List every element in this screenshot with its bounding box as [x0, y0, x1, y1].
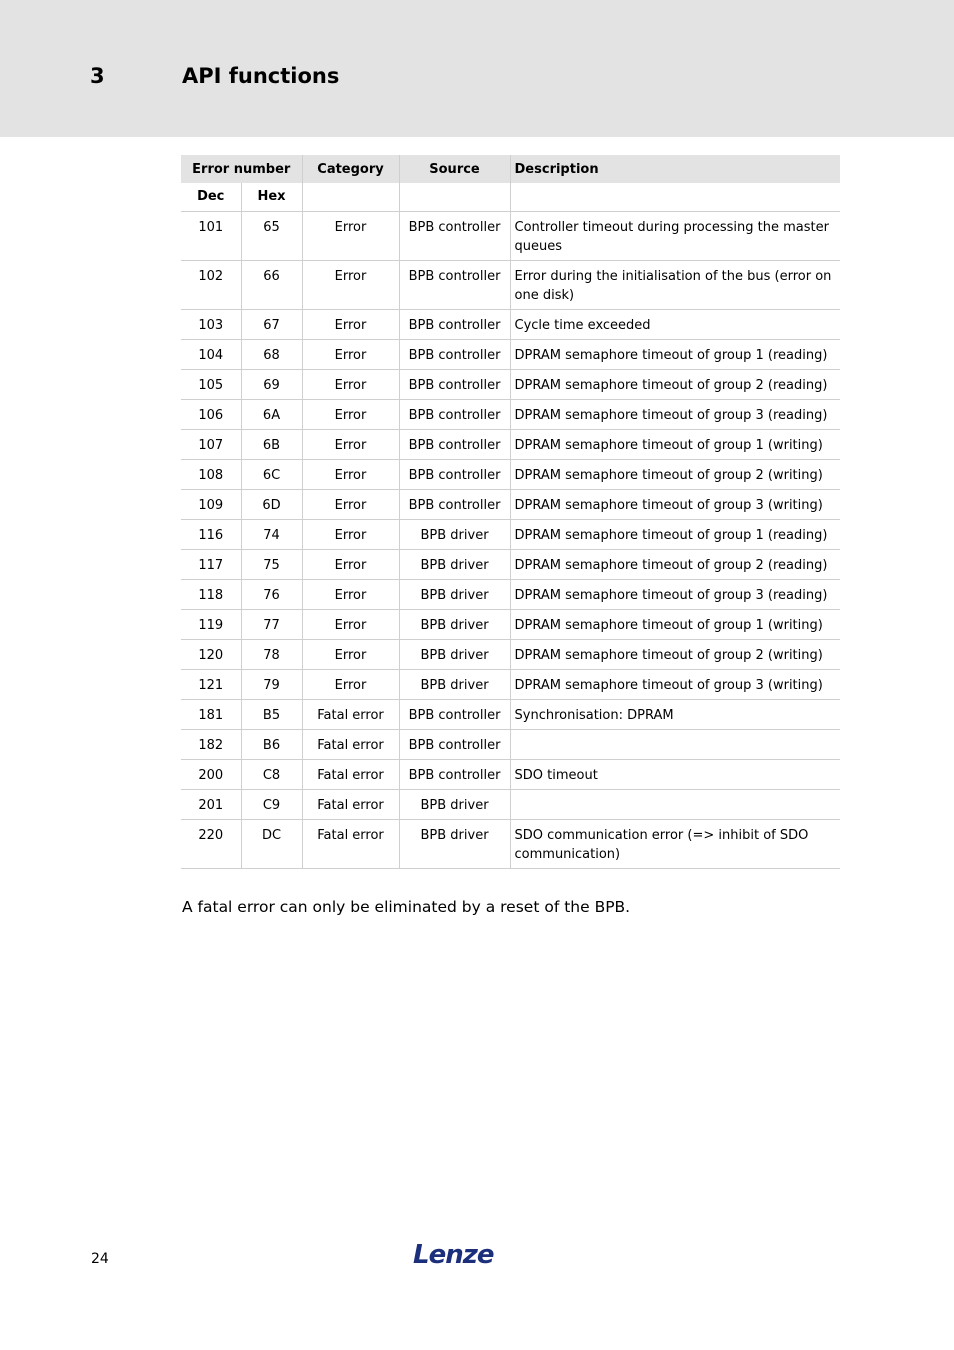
cell-category: Fatal error [302, 699, 399, 729]
cell-dec: 201 [181, 789, 241, 819]
table-row [181, 369, 840, 399]
table-row [181, 699, 840, 729]
cell-description: DPRAM semaphore timeout of group 1 (reading) [510, 519, 840, 549]
error-table [181, 155, 840, 869]
cell-description [510, 729, 840, 759]
cell-hex: 65 [241, 211, 302, 260]
cell-description: DPRAM semaphore timeout of group 2 (writing) [510, 459, 840, 489]
cell-hex: 6A [241, 399, 302, 429]
cell-category: Error [302, 519, 399, 549]
cell-source: BPB controller [399, 489, 510, 519]
cell-category: Error [302, 549, 399, 579]
cell-dec: 109 [181, 489, 241, 519]
cell-category: Error [302, 609, 399, 639]
table-row [181, 309, 840, 339]
cell-hex: DC [241, 819, 302, 868]
table-row [181, 759, 840, 789]
header-blank [399, 183, 510, 211]
cell-source: BPB controller [399, 759, 510, 789]
cell-source: BPB controller [399, 211, 510, 260]
cell-category: Error [302, 669, 399, 699]
cell-dec: 105 [181, 369, 241, 399]
cell-dec: 118 [181, 579, 241, 609]
cell-hex: 6D [241, 489, 302, 519]
table-row [181, 789, 840, 819]
cell-description: DPRAM semaphore timeout of group 3 (reading) [510, 579, 840, 609]
cell-category: Error [302, 579, 399, 609]
cell-description: Controller timeout during processing the master queues [510, 211, 840, 260]
table-row [181, 459, 840, 489]
cell-dec: 117 [181, 549, 241, 579]
error-table-body [181, 211, 840, 868]
cell-description: DPRAM semaphore timeout of group 3 (writing) [510, 669, 840, 699]
cell-dec: 119 [181, 609, 241, 639]
table-row [181, 729, 840, 759]
cell-category: Error [302, 429, 399, 459]
table-row [181, 819, 840, 868]
cell-hex: 75 [241, 549, 302, 579]
cell-description: SDO timeout [510, 759, 840, 789]
cell-source: BPB controller [399, 729, 510, 759]
cell-description: DPRAM semaphore timeout of group 3 (reading) [510, 399, 840, 429]
table-row [181, 211, 840, 260]
cell-source: BPB driver [399, 819, 510, 868]
cell-source: BPB controller [399, 699, 510, 729]
cell-description: DPRAM semaphore timeout of group 2 (reading) [510, 369, 840, 399]
header-blank [302, 183, 399, 211]
cell-dec: 103 [181, 309, 241, 339]
cell-category: Fatal error [302, 759, 399, 789]
cell-source: BPB driver [399, 609, 510, 639]
cell-category: Error [302, 399, 399, 429]
header-hex: Hex [241, 183, 302, 211]
table-row [181, 489, 840, 519]
cell-description: DPRAM semaphore timeout of group 1 (writing) [510, 609, 840, 639]
cell-source: BPB controller [399, 369, 510, 399]
table-row [181, 260, 840, 309]
cell-dec: 116 [181, 519, 241, 549]
cell-dec: 181 [181, 699, 241, 729]
cell-source: BPB driver [399, 579, 510, 609]
cell-dec: 121 [181, 669, 241, 699]
cell-dec: 102 [181, 260, 241, 309]
cell-source: BPB controller [399, 399, 510, 429]
cell-source: BPB controller [399, 429, 510, 459]
cell-description: Error during the initialisation of the bus (error on one disk) [510, 260, 840, 309]
cell-category: Error [302, 489, 399, 519]
cell-hex: 68 [241, 339, 302, 369]
cell-source: BPB driver [399, 669, 510, 699]
cell-dec: 107 [181, 429, 241, 459]
cell-dec: 182 [181, 729, 241, 759]
cell-description: DPRAM semaphore timeout of group 2 (writing) [510, 639, 840, 669]
cell-source: BPB controller [399, 309, 510, 339]
cell-hex: 69 [241, 369, 302, 399]
header-band [0, 0, 954, 137]
table-header-row [181, 155, 840, 183]
cell-description: DPRAM semaphore timeout of group 1 (reading) [510, 339, 840, 369]
cell-category: Error [302, 639, 399, 669]
cell-category: Error [302, 369, 399, 399]
cell-dec: 120 [181, 639, 241, 669]
cell-category: Error [302, 459, 399, 489]
table-row [181, 549, 840, 579]
cell-description: Cycle time exceeded [510, 309, 840, 339]
table-row [181, 669, 840, 699]
cell-dec: 108 [181, 459, 241, 489]
cell-source: BPB driver [399, 519, 510, 549]
cell-dec: 220 [181, 819, 241, 868]
cell-category: Fatal error [302, 789, 399, 819]
table-row [181, 339, 840, 369]
cell-hex: C8 [241, 759, 302, 789]
table-row [181, 579, 840, 609]
cell-category: Error [302, 339, 399, 369]
cell-category: Error [302, 309, 399, 339]
cell-description: DPRAM semaphore timeout of group 2 (reading) [510, 549, 840, 579]
cell-hex: 74 [241, 519, 302, 549]
cell-source: BPB controller [399, 339, 510, 369]
header-blank [510, 183, 840, 211]
cell-source: BPB controller [399, 459, 510, 489]
cell-hex: C9 [241, 789, 302, 819]
cell-description: DPRAM semaphore timeout of group 3 (writing) [510, 489, 840, 519]
chapter-number: 3 [90, 64, 105, 88]
cell-hex: 67 [241, 309, 302, 339]
header-description: Description [510, 155, 840, 183]
page-number: 24 [91, 1251, 109, 1267]
table-row [181, 399, 840, 429]
table-row [181, 639, 840, 669]
cell-hex: 79 [241, 669, 302, 699]
header-category: Category [302, 155, 399, 183]
cell-dec: 101 [181, 211, 241, 260]
cell-hex: 78 [241, 639, 302, 669]
cell-hex: 66 [241, 260, 302, 309]
cell-dec: 200 [181, 759, 241, 789]
cell-hex: 6C [241, 459, 302, 489]
lenze-logo: Lenze [413, 1240, 494, 1270]
cell-hex: 76 [241, 579, 302, 609]
cell-source: BPB driver [399, 789, 510, 819]
cell-source: BPB driver [399, 549, 510, 579]
cell-category: Error [302, 211, 399, 260]
cell-description: SDO communication error (=> inhibit of SDO communication) [510, 819, 840, 868]
cell-hex: 6B [241, 429, 302, 459]
cell-dec: 106 [181, 399, 241, 429]
cell-description: Synchronisation: DPRAM [510, 699, 840, 729]
cell-category: Fatal error [302, 819, 399, 868]
header-source: Source [399, 155, 510, 183]
cell-description [510, 789, 840, 819]
cell-category: Error [302, 260, 399, 309]
cell-hex: B5 [241, 699, 302, 729]
header-dec: Dec [181, 183, 241, 211]
table-row [181, 519, 840, 549]
chapter-title: API functions [182, 64, 340, 88]
table-row [181, 609, 840, 639]
cell-dec: 104 [181, 339, 241, 369]
cell-hex: B6 [241, 729, 302, 759]
cell-source: BPB controller [399, 260, 510, 309]
table-row [181, 429, 840, 459]
table-subheader-row [181, 183, 840, 211]
header-error-number: Error number [181, 155, 302, 183]
cell-source: BPB driver [399, 639, 510, 669]
cell-description: DPRAM semaphore timeout of group 1 (writing) [510, 429, 840, 459]
fatal-error-note: A fatal error can only be eliminated by a reset of the BPB. [182, 898, 631, 916]
cell-category: Fatal error [302, 729, 399, 759]
cell-hex: 77 [241, 609, 302, 639]
